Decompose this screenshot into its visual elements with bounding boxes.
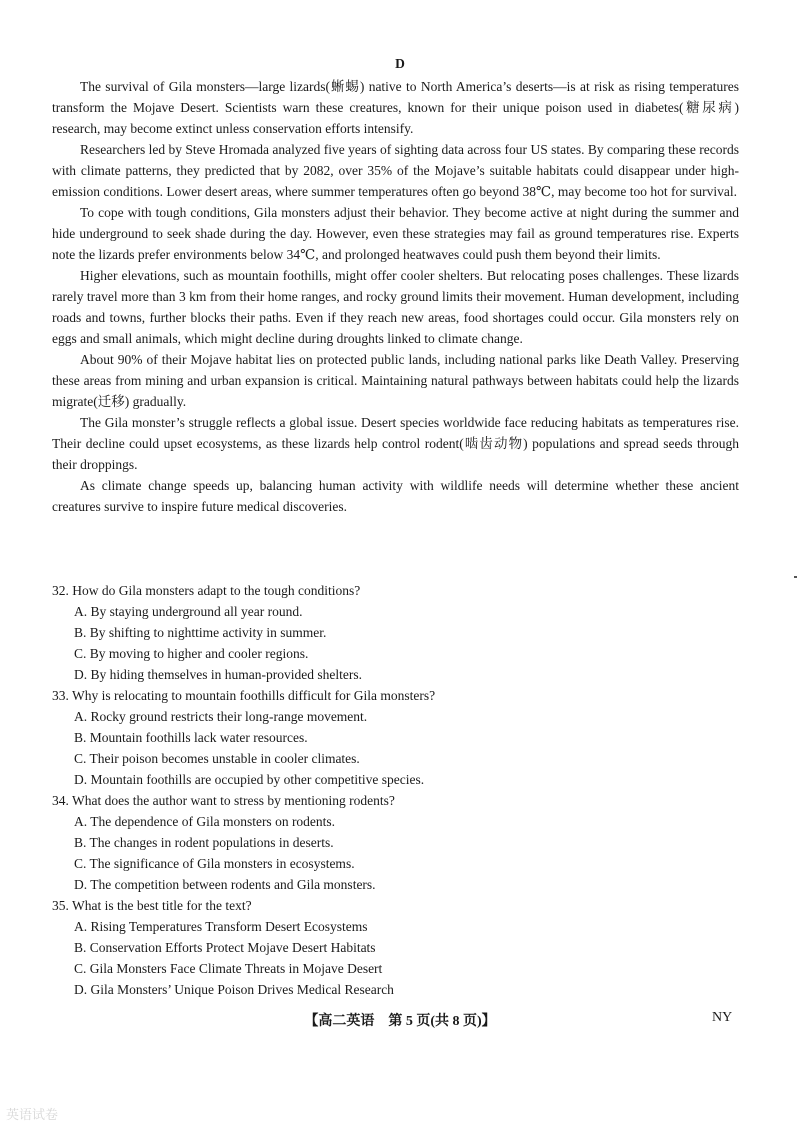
passage-paragraph: As climate change speeds up, balancing human activity with wildlife needs will determine whether these ancient creatures survive to inspire future medical discoveries. xyxy=(52,478,739,514)
paper-code: NY xyxy=(712,1010,733,1025)
question-32 xyxy=(52,580,739,685)
answer-option: C. By moving to higher and cooler regions. xyxy=(74,646,309,661)
page-footer: 【高二英语 第 5 页(共 8 页)】 xyxy=(304,1014,496,1029)
passage-paragraph: The survival of Gila monsters—large lizards(蜥蜴) native to North America’s deserts—is at risk as rising temperatures transform the Mojave Desert. Scientists warn these creatures, known for their unique poison used in diabetes(糖尿病) research, may become extinct unless conservation efforts intensify. xyxy=(52,79,739,136)
watermark: 英语试卷 xyxy=(6,1108,59,1123)
answer-option: D. The competition between rodents and Gila monsters. xyxy=(74,877,376,892)
answer-option: A. Rocky ground restricts their long-range movement. xyxy=(74,709,368,724)
question-stem: 33. Why is relocating to mountain foothills difficult for Gila monsters? xyxy=(52,688,436,703)
question-stem: 34. What does the author want to stress by mentioning rodents? xyxy=(52,793,395,808)
answer-option: A. Rising Temperatures Transform Desert Ecosystems xyxy=(74,919,368,934)
answer-option: B. The changes in rodent populations in deserts. xyxy=(74,835,334,850)
question-35 xyxy=(52,895,739,1000)
passage-paragraph: Higher elevations, such as mountain foothills, might offer cooler shelters. But relocating poses challenges. These lizards rarely travel more than 3 km from their home ranges, and rocky ground limits their movement. Human development, including roads and towns, further blocks their paths. Even if they reach new areas, food shortages could occur. Gila monsters rely on eggs and small animals, which might decline during droughts linked to climate change. xyxy=(52,268,739,346)
answer-option: C. Gila Monsters Face Climate Threats in Mojave Desert xyxy=(74,961,383,976)
answer-option: B. Conservation Efforts Protect Mojave Desert Habitats xyxy=(74,940,376,955)
answer-option: D. By hiding themselves in human-provided shelters. xyxy=(74,667,362,682)
answer-option: C. Their poison becomes unstable in cooler climates. xyxy=(74,751,360,766)
answer-option: C. The significance of Gila monsters in ecosystems. xyxy=(74,856,355,871)
reading-passage xyxy=(52,76,739,517)
question-34 xyxy=(52,790,739,895)
answer-option: D. Gila Monsters’ Unique Poison Drives Medical Research xyxy=(74,982,394,997)
answer-option: B. Mountain foothills lack water resources. xyxy=(74,730,308,745)
question-33 xyxy=(52,685,739,790)
question-stem: 35. What is the best title for the text? xyxy=(52,898,252,913)
passage-paragraph: Researchers led by Steve Hromada analyzed five years of sighting data across four US states. By comparing these records with climate patterns, they predicted that by 2082, over 35% of the Mojave’s suitable habitats could disappear under high-emission conditions. Lower desert areas, where summer temperatures often go beyond 38℃, may become too hot for survival. xyxy=(52,142,739,199)
answer-option: B. By shifting to nighttime activity in summer. xyxy=(74,625,327,640)
question-stem: 32. How do Gila monsters adapt to the tough conditions? xyxy=(52,583,361,598)
passage-paragraph: The Gila monster’s struggle reflects a global issue. Desert species worldwide face reducing habitats as temperatures rise. Their decline could upset ecosystems, as these lizards help control rodent(啮齿动物) populations and spread seeds through their droppings. xyxy=(52,415,739,472)
passage-paragraph: About 90% of their Mojave habitat lies on protected public lands, including national parks like Death Valley. Preserving these areas from mining and urban expansion is critical. Maintaining natural pathways between habitats could help the lizards migrate(迁移) gradually. xyxy=(52,352,739,409)
scan-speck xyxy=(794,576,797,578)
answer-option: D. Mountain foothills are occupied by other competitive species. xyxy=(74,772,425,787)
answer-option: A. The dependence of Gila monsters on rodents. xyxy=(74,814,336,829)
passage-paragraph: To cope with tough conditions, Gila monsters adjust their behavior. They become active at night during the summer and hide underground to seek shade during the day. However, even these strategies may fail as ground temperatures rise. Experts note the lizards prefer environments below 34℃, and prolonged heatwaves could push them beyond their limits. xyxy=(52,205,739,262)
answer-option: A. By staying underground all year round. xyxy=(74,604,303,619)
question-list xyxy=(52,580,739,1000)
section-letter: D xyxy=(395,56,405,71)
